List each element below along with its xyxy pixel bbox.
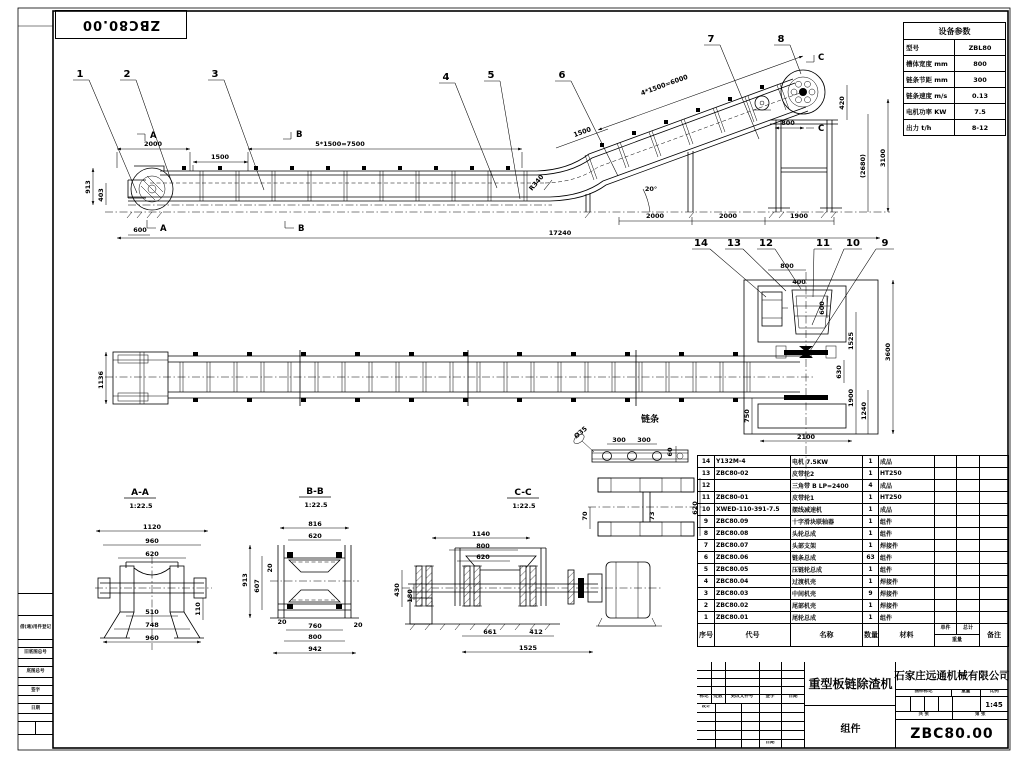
part-seq: 4: [698, 576, 715, 588]
part-seq: 10: [698, 504, 715, 516]
corner-stamp-text: ZBC80.00: [82, 17, 160, 32]
part-name: 链条总成: [791, 552, 863, 564]
parts-row: [698, 588, 1009, 600]
part-qty: 4: [863, 480, 879, 492]
equip-param-value: 8-12: [955, 120, 1006, 136]
callout-number: 11: [816, 238, 830, 249]
part-code: ZBC80.05: [715, 564, 791, 576]
dim-label: 816: [308, 520, 322, 528]
part-seq: 11: [698, 492, 715, 504]
parts-header-name: 名称: [791, 624, 863, 647]
part-code: Y132M-4: [715, 456, 791, 468]
margin-label: 签字: [18, 686, 53, 696]
section-marker-label: C: [818, 53, 825, 63]
part-material: 组件: [879, 564, 935, 576]
parts-header-qty: 数量: [863, 624, 879, 647]
margin-cell-empty: [18, 678, 53, 686]
part-name: 尾部机壳: [791, 600, 863, 612]
plan-callouts: [692, 238, 894, 351]
dim-label: 630: [835, 365, 843, 379]
parts-header-row: [698, 624, 1009, 647]
part-name: 中间机壳: [791, 588, 863, 600]
margin-block: [18, 593, 53, 749]
parts-header-notes: 备注: [980, 624, 1009, 647]
part-material: HT250: [879, 492, 935, 504]
part-code: ZBC80.04: [715, 576, 791, 588]
part-qty: 1: [863, 600, 879, 612]
parts-row: [698, 600, 1009, 612]
margin-label: 旧底图总号: [18, 648, 53, 659]
product-name: 重型板链除渣机: [805, 662, 896, 706]
margin-cell-empty: [18, 714, 53, 722]
callout-number: 9: [881, 238, 889, 249]
section-scale: 1:22.5: [512, 502, 536, 510]
margin-cell-empty: [18, 659, 53, 667]
dim-label: 180: [406, 589, 414, 603]
dim-label: 800: [308, 633, 322, 641]
dim-label: 1525: [847, 331, 855, 351]
equip-param-label: 电机功率 KW: [904, 104, 955, 120]
equip-param-value: 800: [955, 56, 1006, 72]
dim-label: 620: [691, 501, 699, 515]
label-total-sheets: 共 张: [896, 712, 953, 719]
section-marker-label: A: [160, 224, 167, 234]
label-scale: 比例: [989, 690, 999, 694]
part-material: 成品: [879, 504, 935, 516]
part-name: 过渡机壳: [791, 576, 863, 588]
margin-cell-empty: [18, 640, 53, 648]
dim-label: 800: [476, 542, 490, 550]
part-material: 成品: [879, 480, 935, 492]
section-cc: [393, 488, 662, 652]
dim-label: 1240: [860, 401, 868, 421]
dim-label: Ø35: [572, 424, 589, 441]
part-seq: 9: [698, 516, 715, 528]
part-qty: 1: [863, 528, 879, 540]
margin-label: 日期: [18, 704, 53, 714]
label-weight: 重量: [952, 690, 981, 696]
part-name: 压链轮总成: [791, 564, 863, 576]
part-material: 组件: [879, 528, 935, 540]
part-qty: 1: [863, 468, 879, 480]
equip-param-value: 7.5: [955, 104, 1006, 120]
dim-label: 748: [145, 621, 159, 629]
dim-label: (2680): [859, 153, 867, 179]
callout-number: 10: [846, 238, 860, 249]
equipment-params-table: [903, 22, 1006, 136]
parts-header-weight: 重量: [951, 637, 962, 643]
callout-number: 5: [487, 70, 495, 81]
part-material: 焊接件: [879, 588, 935, 600]
dim-label: 17240: [548, 229, 572, 237]
parts-row: [698, 456, 1009, 468]
part-qty: 1: [863, 492, 879, 504]
part-material: 组件: [879, 552, 935, 564]
section-title: A-A: [131, 488, 149, 498]
dim-label: 412: [529, 628, 543, 636]
dim-label: 607: [253, 579, 261, 593]
rev-label-docno: 更改文件号: [730, 695, 754, 699]
part-seq: 6: [698, 552, 715, 564]
dim-label: 1136: [97, 370, 105, 390]
part-qty: 1: [863, 564, 879, 576]
part-material: 焊接件: [879, 600, 935, 612]
part-material: 成品: [879, 456, 935, 468]
chain-detail: [572, 413, 702, 536]
rev-label-count: 处数: [713, 695, 723, 699]
section-marker-label: B: [296, 130, 303, 140]
margin-cell-empty: [18, 696, 53, 704]
part-code: ZBC80.07: [715, 540, 791, 552]
parts-header-total: 总计: [957, 624, 979, 635]
dim-label: 942: [308, 645, 322, 653]
parts-header-unit: 单件: [935, 624, 957, 635]
part-qty: 1: [863, 540, 879, 552]
dim-label: 20: [353, 621, 363, 629]
callout-number: 3: [211, 69, 219, 80]
elevation-view: [73, 34, 890, 238]
dim-label: 620: [476, 553, 490, 561]
callout-number: 1: [76, 69, 84, 80]
dim-label: 20: [266, 563, 274, 573]
dim-label: 300: [637, 436, 651, 444]
parts-header-code: 代号: [715, 624, 791, 647]
equip-param-value: ZBL80: [955, 40, 1006, 56]
parts-row: [698, 576, 1009, 588]
part-material: 组件: [879, 612, 935, 624]
corner-stamp: [55, 10, 187, 39]
dim-label: 960: [145, 537, 159, 545]
dim-label: 913: [241, 573, 249, 587]
dim-label: 620: [145, 550, 159, 558]
part-seq: 7: [698, 540, 715, 552]
section-marker-label: B: [298, 224, 305, 234]
callout-number: 2: [123, 69, 131, 80]
part-code: ZBC80.03: [715, 588, 791, 600]
parts-header-weight-cell: [935, 624, 980, 647]
section-bb: [241, 487, 363, 653]
part-seq: 12: [698, 480, 715, 492]
dim-label: 600: [133, 226, 147, 234]
title-block-revision-grid: [697, 662, 805, 748]
company-name: 石家庄远通机械有限公司: [896, 662, 1008, 690]
part-seq: 13: [698, 468, 715, 480]
part-seq: 14: [698, 456, 715, 468]
dim-label: 800: [781, 119, 795, 127]
margin-label: 底图总号: [18, 667, 53, 678]
part-seq: 1: [698, 612, 715, 624]
item-type: 组件: [840, 723, 861, 735]
parts-row: [698, 492, 1009, 504]
part-seq: 8: [698, 528, 715, 540]
part-name: 皮带轮2: [791, 468, 863, 480]
equip-param-value: 300: [955, 72, 1006, 88]
section-marker-label: C: [818, 124, 825, 134]
part-qty: 1: [863, 504, 879, 516]
dim-label: 300: [612, 436, 626, 444]
callout-number: 14: [694, 238, 708, 249]
dim-label: 400: [792, 278, 806, 286]
rev-label-date: 日期: [788, 695, 798, 699]
parts-row: [698, 564, 1009, 576]
part-qty: 1: [863, 576, 879, 588]
parts-row: [698, 552, 1009, 564]
part-code: ZBC80.06: [715, 552, 791, 564]
sheet-count-row: [896, 712, 1008, 720]
parts-row: [698, 540, 1009, 552]
callout-number: 4: [442, 72, 450, 83]
callout-number: 8: [777, 34, 785, 45]
callout-number: 6: [558, 70, 566, 81]
dim-label: 20: [277, 618, 287, 626]
dim-label: 600: [818, 301, 826, 315]
dim-label: 1500: [572, 125, 593, 139]
section-aa: [95, 488, 212, 650]
margin-cell-split: [18, 722, 53, 735]
part-material: 焊接件: [879, 540, 935, 552]
dim-label: 420: [838, 96, 846, 110]
section-scale: 1:22.5: [129, 502, 153, 510]
part-name: 三角带 B LP=2400: [791, 480, 863, 492]
dim-label: 1500: [210, 153, 230, 161]
dim-label: 800: [780, 262, 794, 270]
part-name: 头轮总成: [791, 528, 863, 540]
scale-value-row: [896, 697, 1008, 712]
part-code: ZBC80.02: [715, 600, 791, 612]
dim-label: 3100: [879, 148, 887, 168]
parts-list-table: [697, 455, 1009, 647]
dim-label: 4*1500=6000: [639, 72, 689, 98]
parts-row: [698, 480, 1009, 492]
part-code: ZBC80-01: [715, 492, 791, 504]
part-name: 十字滑块联轴器: [791, 516, 863, 528]
part-material: 组件: [879, 516, 935, 528]
part-name: 皮带轮1: [791, 492, 863, 504]
callout-number: 12: [759, 238, 773, 249]
margin-label: 借(通)用件登记: [18, 616, 53, 640]
dim-label: 1120: [142, 523, 162, 531]
section-title: C-C: [514, 488, 532, 498]
dim-label: 3600: [884, 342, 892, 362]
parts-header-material: 材料: [879, 624, 935, 647]
part-code: XWED-110-391-7.5: [715, 504, 791, 516]
title-block-middle: [805, 662, 896, 748]
section-scale: 1:22.5: [304, 501, 328, 509]
dim-label: 403: [97, 188, 105, 202]
margin-cell-empty: [18, 594, 53, 616]
rev-label-design: 设计: [701, 705, 711, 709]
rev-label-date2: 日期: [765, 741, 775, 745]
dim-label: 760: [308, 622, 322, 630]
part-seq: 2: [698, 600, 715, 612]
dim-label: 620: [308, 532, 322, 540]
title-block-right: [896, 662, 1008, 748]
equip-param-label: 链条速度 m/s: [904, 88, 955, 104]
parts-row: [698, 612, 1009, 624]
dim-label: 510: [145, 608, 159, 616]
part-qty: 1: [863, 612, 879, 624]
equip-param-label: 出力 t/h: [904, 120, 955, 136]
label-drawing-stamp: 图样标记: [896, 690, 952, 696]
dim-label: 2000: [143, 140, 163, 148]
part-code: ZBC80.08: [715, 528, 791, 540]
dim-label: 2100: [796, 433, 816, 441]
dim-label: 110: [194, 602, 202, 616]
part-material: HT250: [879, 468, 935, 480]
part-name: 电机 7.5KW: [791, 456, 863, 468]
part-seq: 3: [698, 588, 715, 600]
parts-row: [698, 528, 1009, 540]
parts-header-seq: 序号: [698, 624, 715, 647]
part-code: ZBC80-02: [715, 468, 791, 480]
scale-label-row: [896, 690, 1008, 697]
part-qty: 63: [863, 552, 879, 564]
parts-row: [698, 504, 1009, 516]
dim-label: R340: [527, 173, 546, 193]
part-name: 头部支架: [791, 540, 863, 552]
section-marker-label: A: [150, 131, 157, 141]
rev-label-sign: 签字: [765, 695, 775, 699]
callout-number: 7: [707, 34, 715, 45]
label-sheet-no: 第 张: [974, 712, 986, 717]
part-name: 尾轮总成: [791, 612, 863, 624]
equip-param-value: 0.13: [955, 88, 1006, 104]
dim-label: 1525: [518, 644, 538, 652]
dim-label: 70: [581, 511, 589, 521]
part-code: ZBC80.01: [715, 612, 791, 624]
dim-label: 2000: [645, 212, 665, 220]
dim-label: 2000: [718, 212, 738, 220]
part-code: ZBC80.09: [715, 516, 791, 528]
equip-param-label: 链条节距 mm: [904, 72, 955, 88]
plan-view: [97, 238, 894, 480]
equip-table-title: 设备参数: [904, 23, 1006, 40]
dim-label: 913: [84, 180, 92, 194]
dim-label: 661: [483, 628, 497, 636]
margin-cell-empty: [18, 735, 53, 747]
dim-label: 1900: [847, 388, 855, 408]
dim-label: 750: [743, 409, 751, 423]
scale-value: 1:45: [985, 700, 1003, 709]
part-qty: 1: [863, 456, 879, 468]
part-code: [715, 480, 791, 492]
dim-label: 1900: [789, 212, 809, 220]
dim-label: 60: [666, 447, 674, 457]
parts-row: [698, 468, 1009, 480]
part-name: 摆线减速机: [791, 504, 863, 516]
drawing-number: ZBC80.00: [910, 726, 994, 742]
dim-label: 430: [393, 583, 401, 597]
callout-number: 13: [727, 238, 741, 249]
dim-label: 960: [145, 634, 159, 642]
part-qty: 9: [863, 588, 879, 600]
section-title: B-B: [306, 487, 324, 497]
part-seq: 5: [698, 564, 715, 576]
part-material: 焊接件: [879, 576, 935, 588]
rev-label-mark: 标记: [699, 695, 709, 699]
equip-param-label: 型号: [904, 40, 955, 56]
equip-param-label: 槽体宽度 mm: [904, 56, 955, 72]
dim-label: 73: [648, 511, 656, 521]
dim-label: 5*1500=7500: [315, 140, 365, 148]
title-block: [697, 662, 1008, 748]
dim-label: 20°: [644, 185, 658, 193]
chain-detail-title: 链条: [640, 415, 660, 425]
parts-row: [698, 516, 1009, 528]
dim-label: 1140: [471, 530, 491, 538]
part-qty: 1: [863, 516, 879, 528]
